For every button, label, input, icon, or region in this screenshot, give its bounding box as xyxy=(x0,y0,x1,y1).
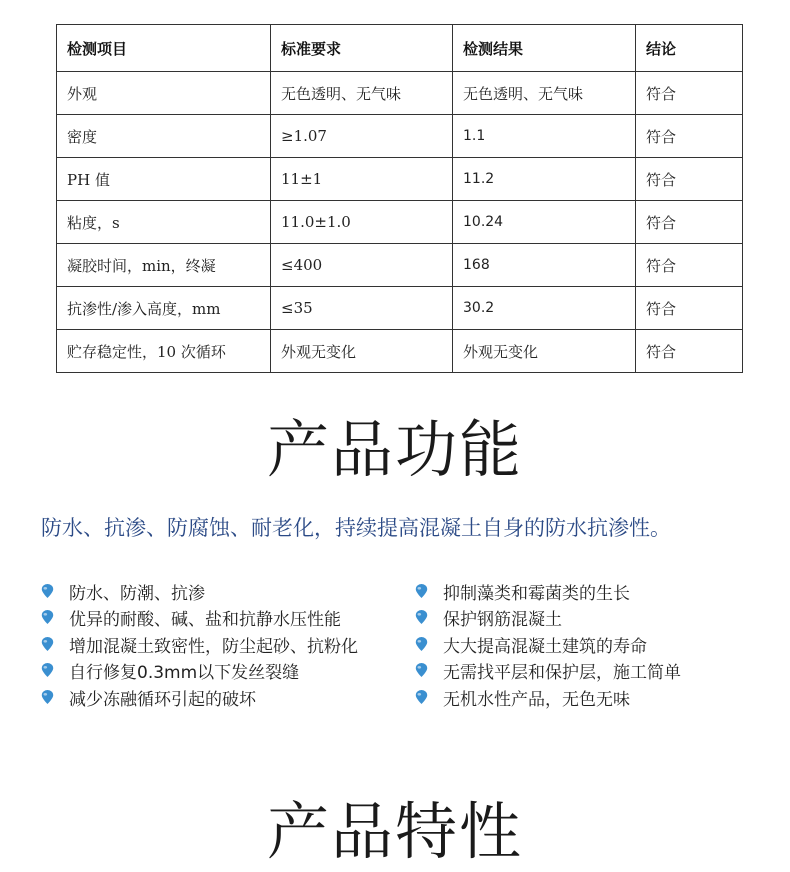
cell-conclusion: 符合 xyxy=(636,72,743,115)
feature-label: 大大提高混凝土建筑的寿命 xyxy=(443,636,647,657)
cell-conclusion: 符合 xyxy=(636,287,743,330)
water-drop-icon xyxy=(414,584,429,599)
cell-standard: 无色透明、无气味 xyxy=(271,72,453,115)
cell-standard: 11±1 xyxy=(271,158,453,201)
list-item xyxy=(414,605,681,632)
cell-standard: ≥1.07 xyxy=(271,115,453,158)
feature-label: 增加混凝土致密性，防尘起砂、抗粉化 xyxy=(69,636,358,657)
cell-conclusion: 符合 xyxy=(636,201,743,244)
water-drop-icon xyxy=(40,690,55,705)
water-drop-icon xyxy=(414,690,429,705)
list-item xyxy=(40,605,358,632)
header-conclusion: 结论 xyxy=(636,25,743,72)
list-item xyxy=(414,578,681,605)
features-slogan: 防水、抗渗、防腐蚀、耐老化，持续提高混凝土自身的防水抗渗性。 xyxy=(41,516,671,540)
cell-item: 抗渗性/渗入高度，mm xyxy=(57,287,271,330)
table-row xyxy=(57,330,743,373)
header-standard: 标准要求 xyxy=(271,25,453,72)
cell-item: PH 值 xyxy=(57,158,271,201)
table-row xyxy=(57,287,743,330)
cell-item: 密度 xyxy=(57,115,271,158)
table-row xyxy=(57,244,743,287)
cell-item: 粘度，s xyxy=(57,201,271,244)
header-result: 检测结果 xyxy=(453,25,636,72)
table-header-row xyxy=(57,25,743,72)
feature-label: 无需找平层和保护层，施工简单 xyxy=(443,663,681,684)
header-test-item: 检测项目 xyxy=(57,25,271,72)
cell-standard: 外观无变化 xyxy=(271,330,453,373)
list-item xyxy=(414,658,681,685)
cell-result: 168 xyxy=(453,244,636,287)
table-row xyxy=(57,115,743,158)
water-drop-icon xyxy=(414,637,429,652)
cell-result: 1.1 xyxy=(453,115,636,158)
feature-label: 自行修复0.3mm以下发丝裂缝 xyxy=(69,663,300,684)
water-drop-icon xyxy=(414,610,429,625)
table-row xyxy=(57,158,743,201)
cell-result: 10.24 xyxy=(453,201,636,244)
list-item xyxy=(40,578,358,605)
water-drop-icon xyxy=(414,663,429,678)
list-item xyxy=(40,631,358,658)
cell-conclusion: 符合 xyxy=(636,115,743,158)
cell-item: 外观 xyxy=(57,72,271,115)
cell-result: 外观无变化 xyxy=(453,330,636,373)
cell-result: 11.2 xyxy=(453,158,636,201)
cell-standard: ≤35 xyxy=(271,287,453,330)
cell-conclusion: 符合 xyxy=(636,330,743,373)
cell-result: 无色透明、无气味 xyxy=(453,72,636,115)
water-drop-icon xyxy=(40,610,55,625)
feature-label: 保护钢筋混凝土 xyxy=(443,610,562,631)
list-item xyxy=(40,684,358,711)
cell-conclusion: 符合 xyxy=(636,158,743,201)
list-item xyxy=(414,684,681,711)
feature-label: 抑制藻类和霉菌类的生长 xyxy=(443,583,630,604)
feature-label: 优异的耐酸、碱、盐和抗静水压性能 xyxy=(69,610,341,631)
feature-label: 无机水性产品，无色无味 xyxy=(443,689,630,710)
cell-standard: ≤400 xyxy=(271,244,453,287)
feature-list-right xyxy=(414,578,681,711)
table-row xyxy=(57,201,743,244)
feature-list-left xyxy=(40,578,358,711)
cell-result: 30.2 xyxy=(453,287,636,330)
water-drop-icon xyxy=(40,663,55,678)
water-drop-icon xyxy=(40,637,55,652)
table-row xyxy=(57,72,743,115)
list-item xyxy=(40,658,358,685)
cell-standard: 11.0±1.0 xyxy=(271,201,453,244)
feature-label: 减少冻融循环引起的破坏 xyxy=(69,689,256,710)
cell-item: 贮存稳定性，10 次循环 xyxy=(57,330,271,373)
section-title-characteristics: 产品特性 xyxy=(266,795,523,868)
spec-table xyxy=(56,24,743,373)
section-title-features: 产品功能 xyxy=(266,413,523,486)
list-item xyxy=(414,631,681,658)
cell-conclusion: 符合 xyxy=(636,244,743,287)
cell-item: 凝胶时间，min，终凝 xyxy=(57,244,271,287)
water-drop-icon xyxy=(40,584,55,599)
feature-label: 防水、防潮、抗渗 xyxy=(69,583,205,604)
